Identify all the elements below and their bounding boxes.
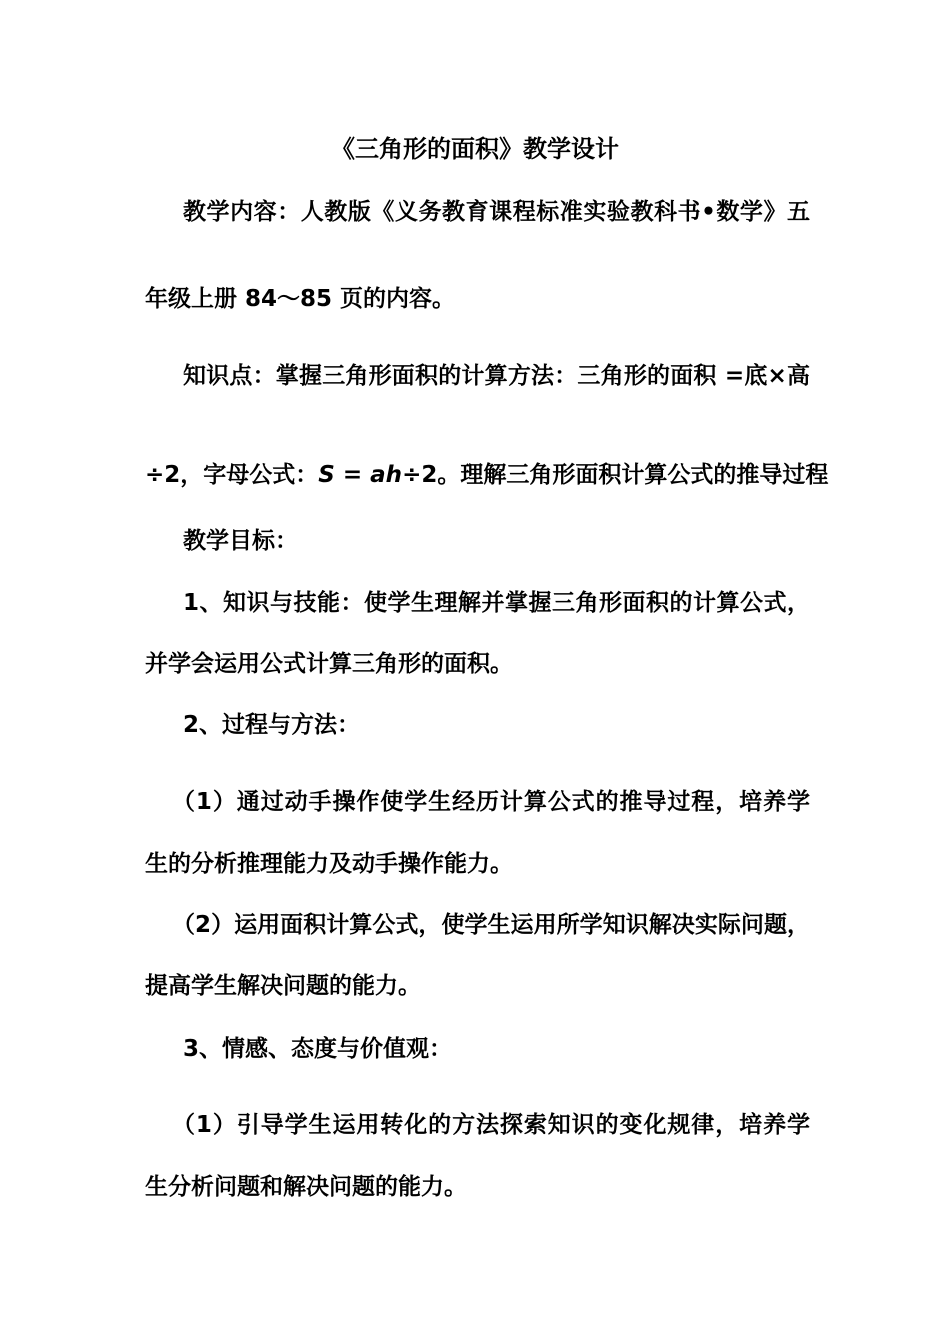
knowledge-text-b: ÷2。理解三角形面积计算公式的推导过程 <box>402 462 829 488</box>
goal-2-item-1-line-2: 生的分析推理能力及动手操作能力。 <box>145 851 513 877</box>
formula-equals: = <box>334 462 371 488</box>
knowledge-point-line-2 <box>145 460 829 490</box>
document-title: 《三角形的面积》教学设计 <box>331 135 619 163</box>
formula-variable-ah: ah <box>370 462 403 488</box>
goal-3-heading: 3、情感、态度与价值观： <box>183 1036 453 1062</box>
teaching-goals-heading: 教学目标： <box>183 528 298 554</box>
goal-3-item-1-line-2: 生分析问题和解决问题的能力。 <box>145 1174 467 1200</box>
teaching-content-line-2: 年级上册 84～85 页的内容。 <box>145 286 456 312</box>
knowledge-text-a: ÷2，字母公式： <box>145 462 319 488</box>
goal-2-item-2-line-1: （2）运用面积计算公式，使学生运用所学知识解决实际问题， <box>172 912 810 938</box>
teaching-content-line-1: 教学内容：人教版《义务教育课程标准实验教科书•数学》五 <box>183 199 810 225</box>
goal-1-line-2: 并学会运用公式计算三角形的面积。 <box>145 651 513 677</box>
formula-variable-s: S <box>318 462 335 488</box>
goal-3-item-1-line-1: （1）引导学生运用转化的方法探索知识的变化规律，培养学 <box>172 1112 810 1138</box>
knowledge-point-line-1: 知识点：掌握三角形面积的计算方法：三角形的面积 =底×高 <box>183 363 810 389</box>
goal-2-item-1-line-1: （1）通过动手操作使学生经历计算公式的推导过程，培养学 <box>172 789 810 815</box>
goal-1-line-1: 1、知识与技能：使学生理解并掌握三角形面积的计算公式， <box>183 590 810 616</box>
goal-2-heading: 2、过程与方法： <box>183 712 361 738</box>
goal-2-item-2-line-2: 提高学生解决问题的能力。 <box>145 973 421 999</box>
